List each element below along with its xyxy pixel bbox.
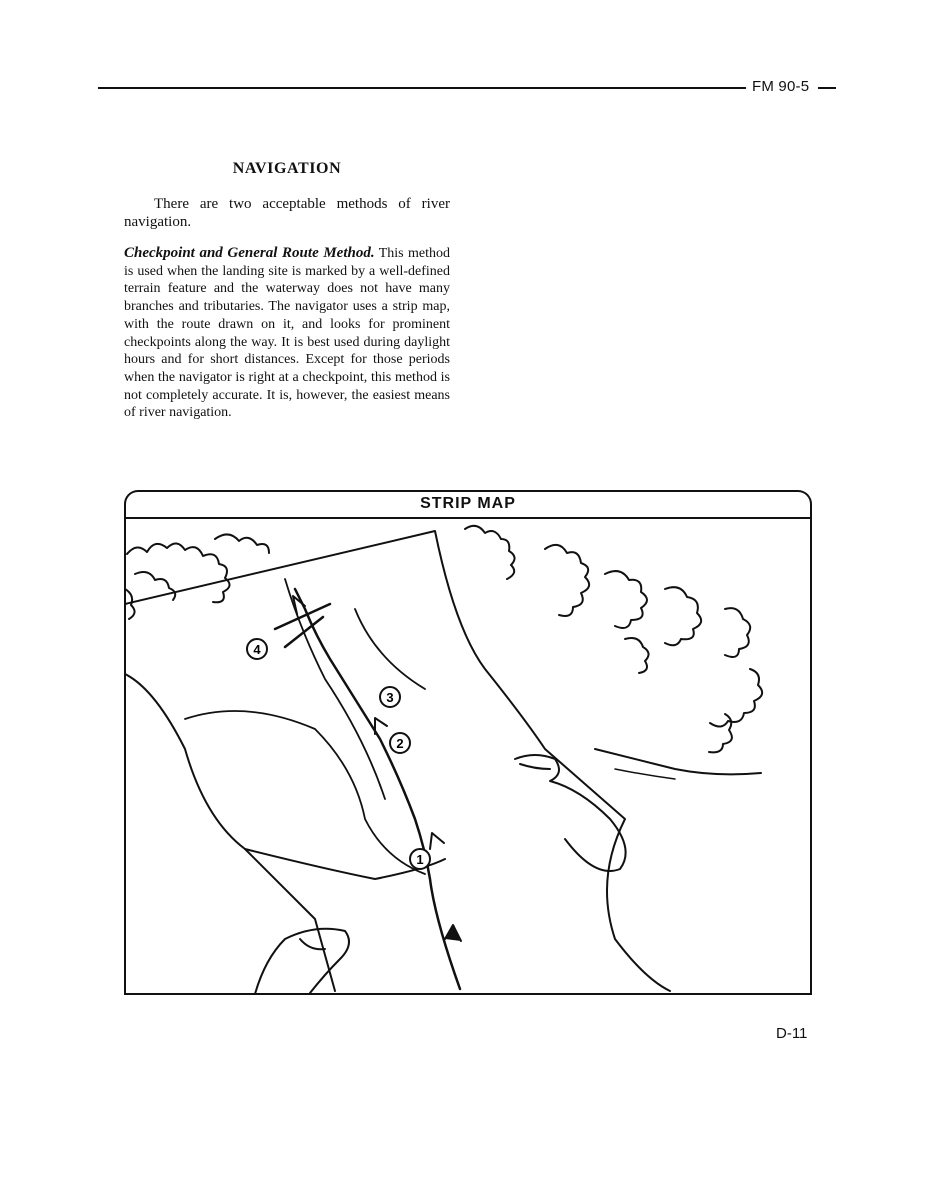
intro-paragraph: There are two acceptable methods of river navigation.	[124, 196, 450, 230]
checkpoint-1-label: 1	[416, 852, 424, 867]
method-title: Checkpoint and General Route Method.	[124, 245, 375, 261]
header-rule	[98, 87, 746, 89]
page-number: D-11	[776, 1025, 808, 1042]
method-paragraph	[124, 245, 450, 422]
checkpoint-4-label: 4	[253, 642, 261, 657]
checkpoint-3-label: 3	[386, 690, 394, 705]
figure-base-rule	[124, 993, 812, 995]
method-body: This method is used when the landing site is marked by a well-defined terrain feature and the waterway does not have many branches and tributaries. The navigator uses a strip map, with the route drawn on it, and looks for prominent checkpoints along the way. It is best used during daylight hours and for short distances. Except for those periods when the navigator is right at a checkpoint, this method is not completely accurate. It is, however, the easiest means of river navigation.	[124, 246, 450, 421]
manual-id: FM 90-5	[752, 78, 810, 95]
checkpoint-1	[410, 849, 430, 869]
section-heading: NAVIGATION	[232, 160, 342, 177]
checkpoint-2-label: 2	[396, 736, 404, 751]
hand-left	[255, 929, 349, 993]
checkpoint-3	[380, 687, 400, 707]
strip-map-illustration	[125, 519, 811, 993]
header-rule-right	[818, 87, 836, 89]
figure-title: STRIP MAP	[420, 495, 516, 512]
foliage-left	[125, 534, 269, 619]
foliage-right	[465, 526, 762, 753]
checkpoint-2	[390, 733, 410, 753]
checkpoint-4	[247, 639, 267, 659]
map-sheet-outline	[125, 531, 670, 991]
